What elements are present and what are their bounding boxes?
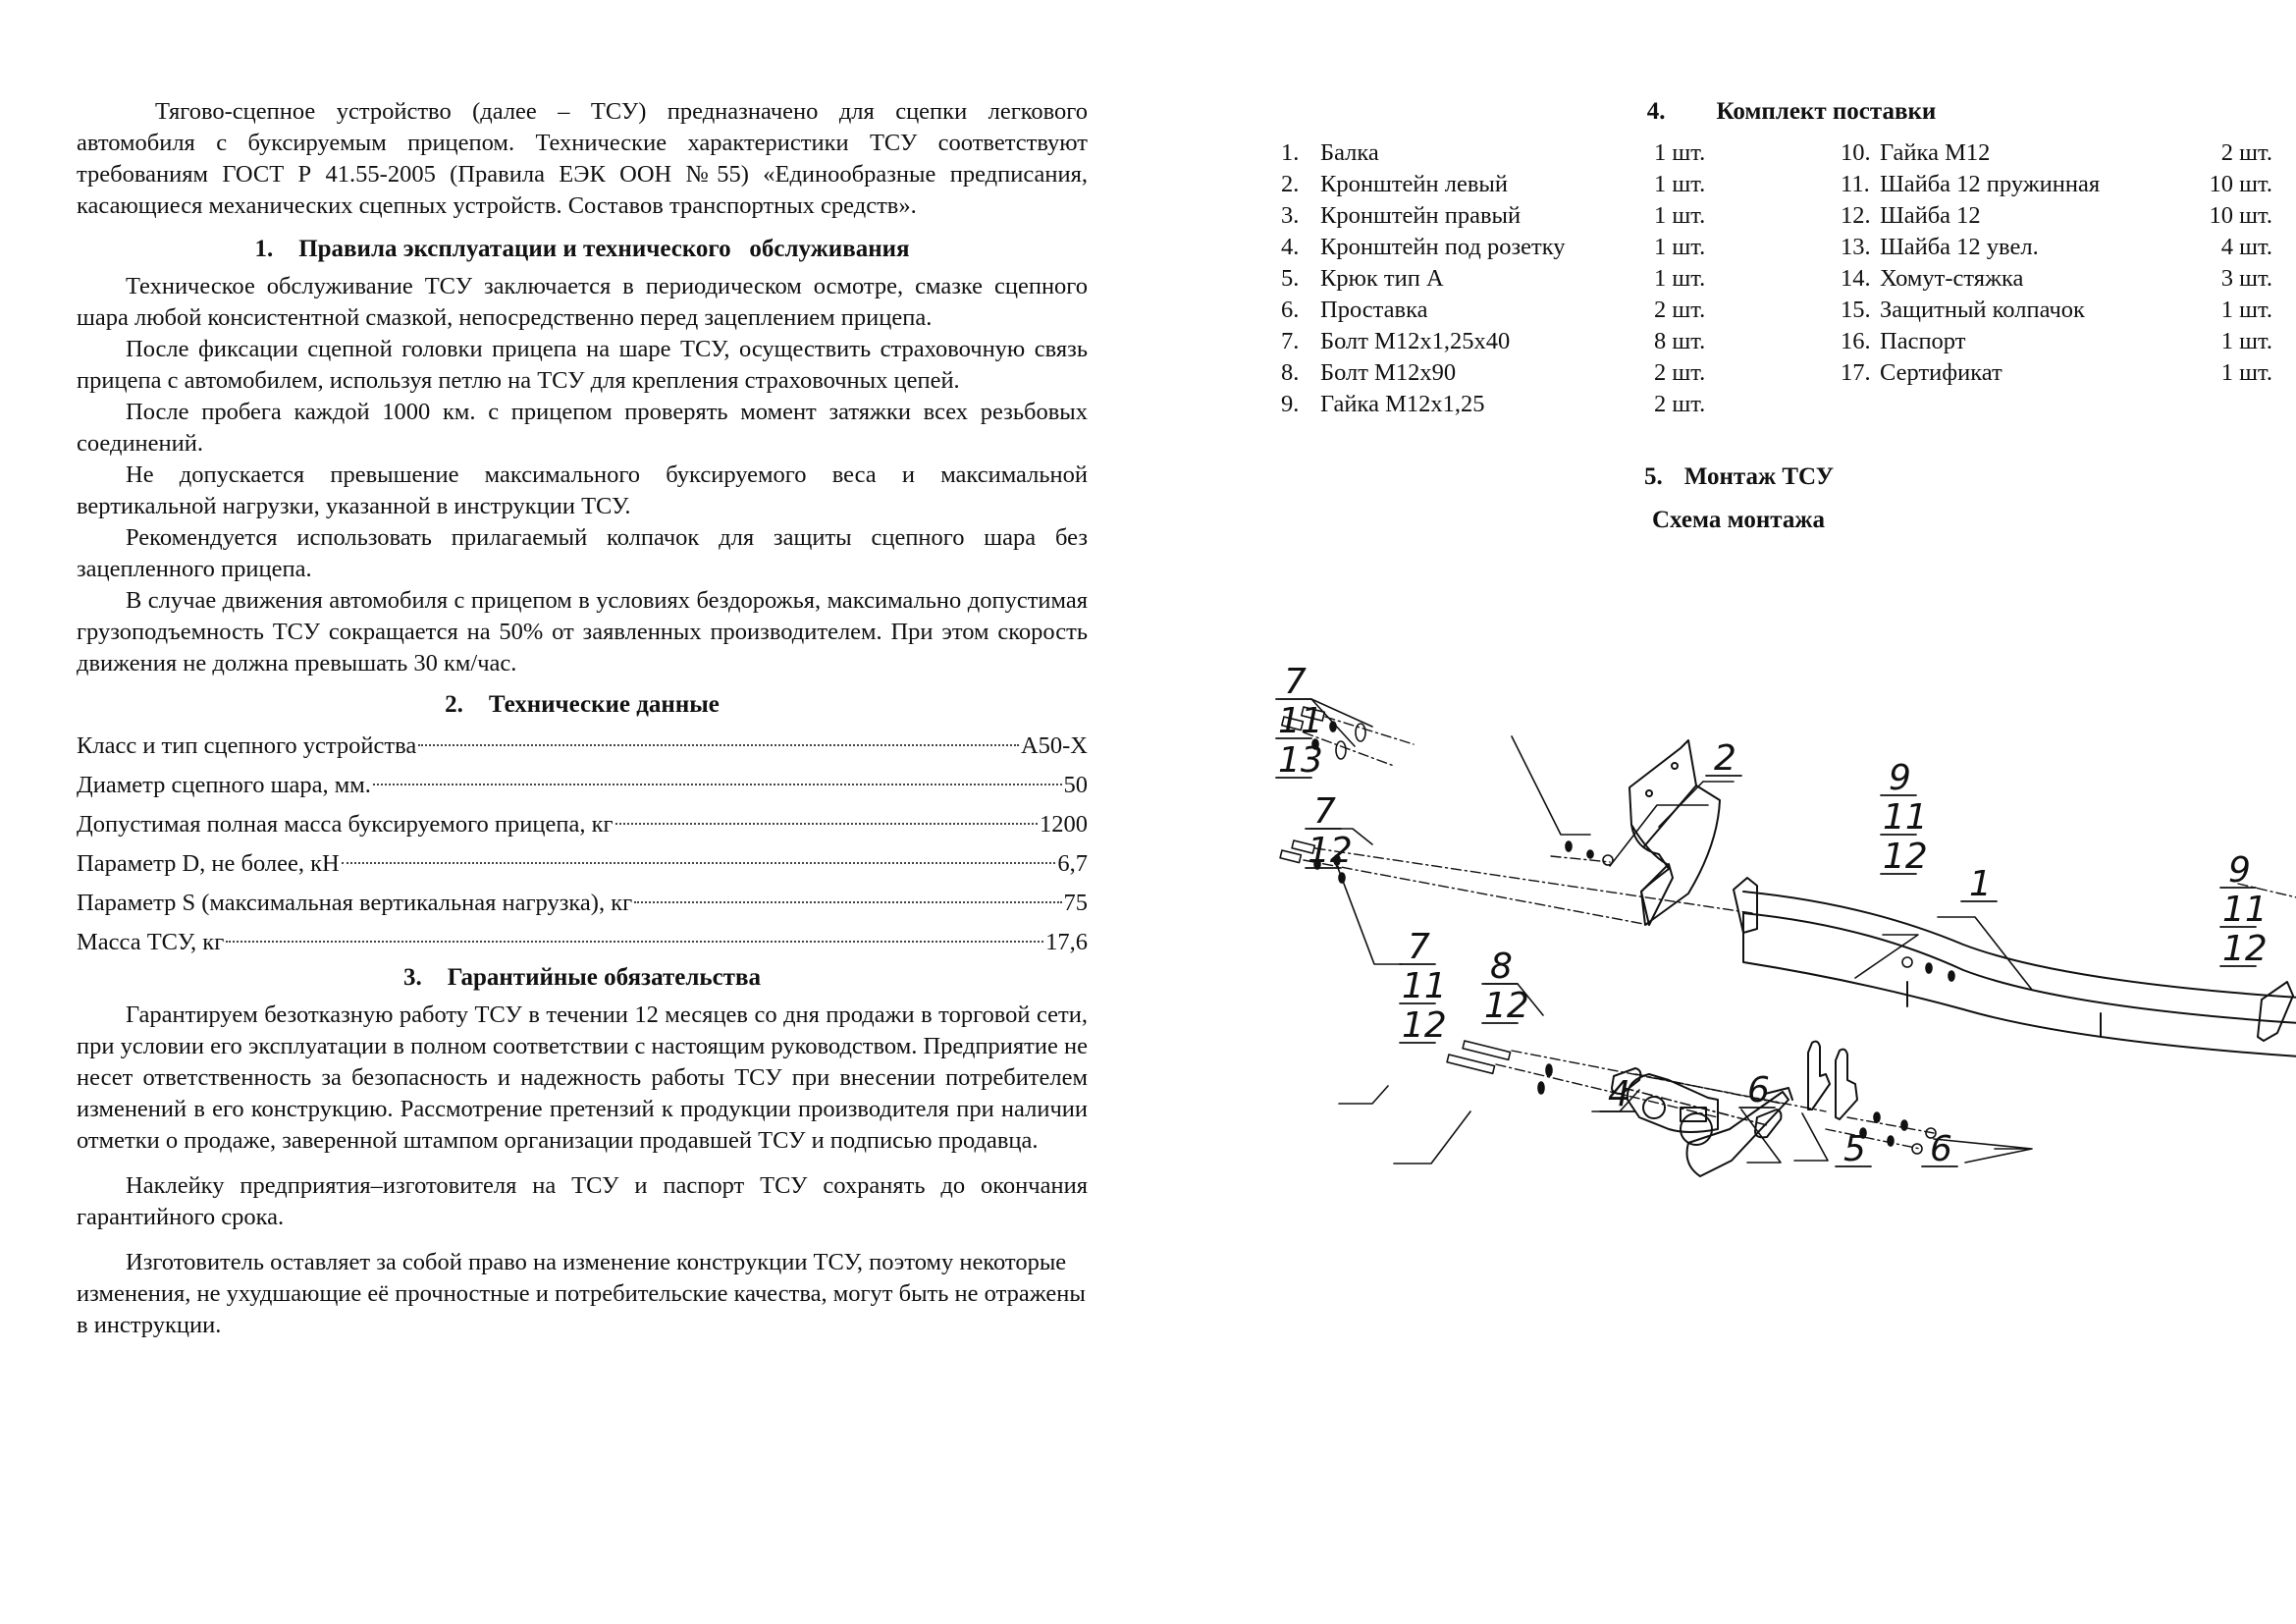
kit-item: [1281, 263, 1831, 295]
dot-leader: [226, 941, 1043, 943]
right-column: [1281, 96, 2272, 432]
section-2-heading: [77, 689, 1088, 721]
kit-item-name: Паспорт: [1880, 328, 1966, 354]
kit-item-name: Балка: [1320, 139, 1379, 166]
kit-item: [1281, 357, 1831, 389]
kit-item-qty: 1 шт.: [1654, 265, 1706, 292]
dot-leader: [373, 784, 1062, 785]
kit-item-qty: 10 шт.: [2209, 202, 2272, 229]
kit-item-qty: 3 шт.: [2220, 265, 2272, 292]
kit-item: [1841, 169, 2272, 200]
kit-item: [1841, 295, 2272, 326]
spec-label: Параметр D, не более, кН: [77, 850, 340, 877]
section-1-paragraph: После фиксации сцепной головки прицепа на шаре ТСУ, осуществить страховочную связь прицепа с автомобилем, используя петлю на ТСУ для крепления страховочных цепей.: [77, 336, 1088, 394]
section-3-paragraph: Наклейку предприятия–изготовителя на ТСУ и паспорт ТСУ сохранять до окончания гарантийного срока.: [77, 1172, 1088, 1230]
callout-number: 5: [1843, 1129, 1866, 1169]
callout-number: 2: [1714, 738, 1736, 779]
callout-number: 13: [1278, 740, 1323, 781]
assembly-diagram: [1256, 668, 2296, 1218]
spec-row: [77, 923, 1088, 962]
kit-item-qty: 1 шт.: [2220, 328, 2272, 354]
callout-number: 9: [1889, 758, 1911, 798]
kit-item-qty: 2 шт.: [1654, 297, 1706, 323]
section-5-title: Монтаж ТСУ: [1683, 463, 1835, 490]
kit-item-number: 1.: [1281, 139, 1300, 166]
kit-item-name: Кронштейн левый: [1320, 171, 1508, 197]
kit-item-number: 4.: [1281, 234, 1300, 260]
kit-item-name: Шайба 12: [1880, 202, 1981, 229]
callout-number: 12: [1402, 1005, 1447, 1046]
kit-list: [1281, 137, 2272, 432]
kit-item-number: 12.: [1841, 202, 1871, 229]
kit-item: [1841, 326, 2272, 357]
dot-leader: [615, 823, 1038, 825]
kit-item-number: 8.: [1281, 359, 1300, 386]
spec-value: 75: [1063, 890, 1088, 916]
callout-number: 11: [2222, 890, 2268, 930]
callout-number: 12: [1883, 837, 1928, 877]
section-1-paragraph: В случае движения автомобиля с прицепом в условиях бездорожья, максимально допустимая грузоподъемность ТСУ сокращается на 50% от заявленных производителем. При этом скорость движения не должна превышать 30 км/час.: [77, 587, 1088, 677]
section-1-paragraph: Не допускается превышение максимального буксируемого веса и максимальной вертикальной нагрузки, указанной в инструкции ТСУ.: [77, 461, 1088, 519]
section-1-title: Правила эксплуатации и технического обслуживания: [298, 236, 910, 262]
spec-table: [77, 727, 1088, 962]
callout-number: 12: [1308, 831, 1353, 871]
center-lines: [1304, 717, 2296, 1149]
kit-item-qty: 8 шт.: [1654, 328, 1706, 354]
kit-item: [1281, 389, 1831, 420]
section-5-number: 5.: [1644, 463, 1663, 490]
kit-item-number: 9.: [1281, 391, 1300, 417]
kit-item: [1281, 200, 1831, 232]
kit-item-number: 17.: [1841, 359, 1871, 386]
kit-item-number: 11.: [1841, 171, 1870, 197]
spec-row: [77, 766, 1088, 805]
kit-item: [1281, 232, 1831, 263]
section-4-title: Комплект поставки: [1716, 98, 1937, 125]
kit-item-number: 14.: [1841, 265, 1871, 292]
kit-item-name: Сертификат: [1880, 359, 2002, 386]
callout-bracket-left: [1706, 738, 1741, 779]
callout-left-top: [1276, 668, 1323, 781]
section-1-paragraph: Техническое обслуживание ТСУ заключается в периодическом осмотре, смазке сцепного шара любой консистентной смазкой, непосредственно перед зацеплением прицепа.: [77, 273, 1088, 331]
section-1-heading: [77, 234, 1088, 265]
beam-part: [1323, 878, 2296, 1062]
kit-item-qty: 1 шт.: [1654, 171, 1706, 197]
section-3-heading: [77, 962, 1088, 994]
callout-number: 7: [1284, 668, 1307, 702]
section-5-heading: [1644, 463, 1834, 491]
callout-number: 11: [1883, 797, 1928, 838]
spec-value: 6,7: [1057, 850, 1088, 877]
leader-lines: [1280, 699, 2296, 1164]
section-3-paragraph: Гарантируем безотказную работу ТСУ в течении 12 месяцев со дня продажи в торговой сети, при условии его эксплуатации в полном соответствии с настоящим руководством. Предприятие не несет ответственность за безопасность и надежность работы ТСУ при внесении потребителем изменений в его конструкцию. Рассмотрение претензий к продукции производителя при наличии отметки о продаже, заверенной штампом организации продавшей ТСУ и подписью продавца.: [77, 1001, 1088, 1154]
spec-row: [77, 884, 1088, 923]
kit-item-number: 5.: [1281, 265, 1300, 292]
intro-paragraph: Тягово-сцепное устройство (далее – ТСУ) предназначено для сцепки легкового автомобиля с буксируемым прицепом. Технические характеристики ТСУ соответствуют требованиям ГОСТ Р 41.55-2005 (Правила ЕЭК ООН №55) «Единообразные предписания, касающиеся механических сцепных устройств. Составов транспортных средств».: [77, 98, 1088, 219]
socket-bracket-part: [1628, 1074, 1718, 1132]
kit-item-name: Проставка: [1320, 297, 1428, 323]
spec-row: [77, 727, 1088, 766]
section-3-paragraph: Изготовитель оставляет за собой право на изменение конструкции ТСУ, поэтому некоторые изменения, не ухудшающие её прочностные и потребительские качества, могут быть не отражены в инструкции.: [77, 1249, 1086, 1338]
kit-item-qty: 1 шт.: [2220, 297, 2272, 323]
spec-row: [77, 805, 1088, 844]
section-1-number: 1.: [254, 236, 274, 262]
kit-item-name: Защитный колпачок: [1880, 297, 2085, 323]
kit-item: [1281, 326, 1831, 357]
spec-label: Допустимая полная масса буксируемого прицепа, кг: [77, 811, 614, 838]
callout-number: 9: [2228, 850, 2251, 891]
kit-item-name: Гайка М12: [1880, 139, 1991, 166]
left-column: [77, 96, 1088, 1341]
kit-item-name: Болт М12х90: [1320, 359, 1457, 386]
kit-item-number: 10.: [1841, 139, 1871, 166]
callout-number: 12: [2222, 929, 2268, 969]
kit-item-number: 15.: [1841, 297, 1871, 323]
dot-leader: [342, 862, 1056, 864]
callout-number: 12: [1484, 986, 1529, 1026]
dot-leader: [634, 901, 1061, 903]
section-3-title: Гарантийные обязательства: [447, 964, 761, 991]
spec-label: Класс и тип сцепного устройства: [77, 732, 417, 759]
callout-number: 7: [1313, 791, 1336, 832]
section-4-heading: [1310, 96, 2272, 128]
callout-number: 6: [1930, 1129, 1952, 1169]
kit-item: [1841, 357, 2272, 389]
kit-item-qty: 2 шт.: [2220, 139, 2272, 166]
spec-label: Масса ТСУ, кг: [77, 929, 225, 955]
kit-item-name: Хомут-стяжка: [1880, 265, 2024, 292]
kit-item-number: 7.: [1281, 328, 1300, 354]
callout-number: 11: [1278, 701, 1323, 741]
kit-item: [1841, 263, 2272, 295]
kit-item-qty: 1 шт.: [1654, 202, 1706, 229]
kit-item-qty: 10 шт.: [2209, 171, 2272, 197]
kit-item-qty: 1 шт.: [1654, 139, 1706, 166]
section-2-title: Технические данные: [488, 691, 720, 718]
fasteners: [1280, 707, 2296, 1154]
callout-number: 1: [1969, 864, 1992, 904]
spec-value: 50: [1063, 772, 1088, 798]
kit-item: [1841, 200, 2272, 232]
callout-number: 4: [1608, 1074, 1630, 1114]
callout-nut-left: [1881, 758, 1928, 877]
kit-item-number: 2.: [1281, 171, 1300, 197]
kit-item: [1281, 295, 1831, 326]
spec-value: 1200: [1040, 811, 1088, 838]
kit-item-qty: 2 шт.: [1654, 359, 1706, 386]
kit-item-number: 6.: [1281, 297, 1300, 323]
kit-item: [1281, 137, 1831, 169]
section-1-paragraph: Рекомендуется использовать прилагаемый колпачок для защиты сцепного шара без зацепленного прицепа.: [77, 524, 1088, 582]
kit-item: [1281, 169, 1831, 200]
callout-left-mid: [1306, 791, 1353, 871]
spec-row: [77, 844, 1088, 884]
section-1-paragraph: После пробега каждой 1000 км. с прицепом проверять момент затяжки всех резьбовых соединений.: [77, 399, 1088, 457]
callout-beam: [1961, 864, 1997, 904]
spec-label: Параметр S (максимальная вертикальная нагрузка), кг: [77, 890, 633, 916]
callout-number: 6: [1747, 1070, 1770, 1110]
callout-number: 7: [1408, 927, 1430, 967]
callout-bolt-long: [1482, 947, 1529, 1026]
kit-item-name: Шайба 12 пружинная: [1880, 171, 2101, 197]
callout-spacer-right: [1922, 1129, 1957, 1169]
kit-item-name: Шайба 12 увел.: [1880, 234, 2039, 260]
kit-item-number: 13.: [1841, 234, 1871, 260]
callout-number: 11: [1402, 966, 1447, 1006]
spec-value: 17,6: [1045, 929, 1088, 955]
kit-item-number: 3.: [1281, 202, 1300, 229]
kit-item-qty: 4 шт.: [2220, 234, 2272, 260]
section-3-number: 3.: [403, 964, 422, 991]
callout-hook: [1836, 1129, 1871, 1169]
callout-nut-right: [2220, 850, 2268, 969]
kit-item-qty: 1 шт.: [2220, 359, 2272, 386]
mounting-tabs: [1808, 1042, 1857, 1119]
kit-item-name: Кронштейн правый: [1320, 202, 1522, 229]
kit-item-qty: 1 шт.: [1654, 234, 1706, 260]
kit-item: [1841, 137, 2272, 169]
dot-leader: [418, 744, 1019, 746]
spec-label: Диаметр сцепного шара, мм.: [77, 772, 371, 798]
callout-socket: [1600, 1074, 1635, 1114]
section-2-number: 2.: [445, 691, 463, 718]
left-bracket-part: [1629, 740, 1720, 925]
kit-item-number: 16.: [1841, 328, 1871, 354]
kit-item-name: Крюк тип А: [1320, 265, 1444, 292]
callout-spacer-left: [1739, 1070, 1775, 1110]
kit-item-name: Гайка М12х1,25: [1320, 391, 1485, 417]
section-4-number: 4.: [1646, 98, 1666, 125]
kit-item: [1841, 232, 2272, 263]
callout-number: 8: [1490, 947, 1513, 987]
spec-value: A50-X: [1020, 732, 1088, 759]
kit-item-qty: 2 шт.: [1654, 391, 1706, 417]
callout-left-low: [1400, 927, 1447, 1046]
scheme-subtitle: Схема монтажа: [1652, 507, 1825, 533]
kit-item-name: Болт М12х1,25х40: [1320, 328, 1511, 354]
kit-item-name: Кронштейн под розетку: [1320, 234, 1566, 260]
